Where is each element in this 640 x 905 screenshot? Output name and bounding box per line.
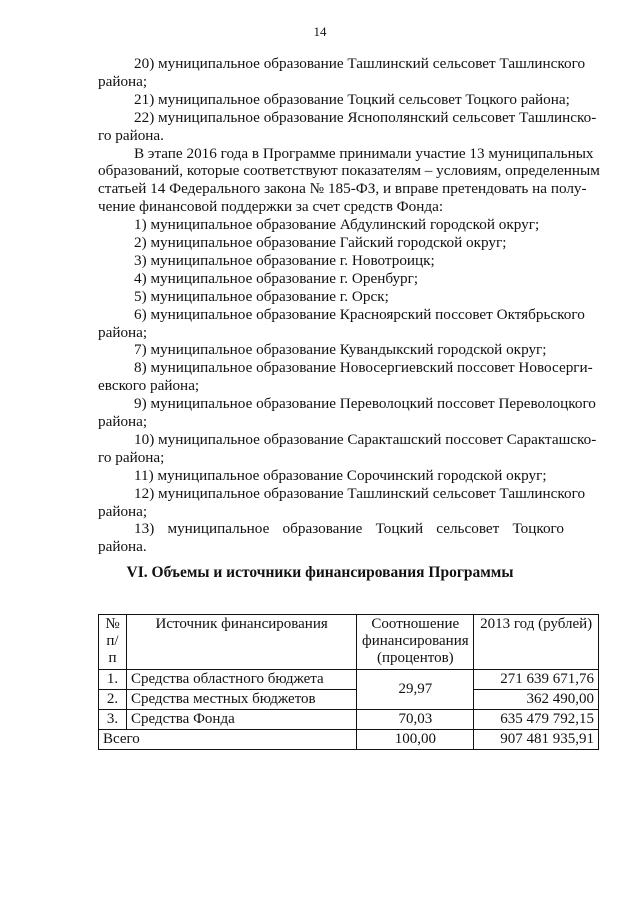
row-amount: 362 490,00 — [474, 690, 599, 710]
header-amount — [474, 615, 599, 670]
text-line: 2) муниципальное образование Гайский городской округ; — [134, 234, 507, 251]
row-number: 3. — [99, 710, 127, 730]
header-share — [357, 615, 474, 670]
financing-table — [98, 614, 599, 750]
text-line: го района. — [98, 126, 164, 144]
table-total-row — [99, 730, 599, 750]
table-row — [99, 670, 599, 690]
text-line: 8) муниципальное образование Новосергиевский поссовет Новосерги- — [134, 359, 593, 377]
text-line: 7) муниципальное образование Кувандыкский городской округ; — [134, 341, 547, 359]
text-line: 5) муниципальное образование г. Орск; — [134, 287, 389, 305]
table-row — [99, 710, 599, 730]
text-line: го района; — [98, 448, 165, 466]
text-line: чение финансовой поддержки за счет средств Фонда: — [98, 198, 444, 216]
text-line: района. — [98, 538, 147, 556]
header-number-label: № п/п — [105, 616, 120, 666]
text-line: 20) муниципальное образование Ташлинский сельсовет Ташлинского — [134, 55, 586, 72]
text-line: 9) муниципальное образование Переволоцкий поссовет Переволоцкого — [134, 395, 596, 413]
total-amount: 907 481 935,91 — [474, 730, 599, 750]
text-line: 22) муниципальное образование Яснополянский сельсовет Ташлинско- — [134, 108, 597, 126]
row-share-merged: 29,97 — [357, 670, 474, 710]
row-amount: 271 639 671,76 — [474, 670, 599, 690]
row-source: Средства Фонда — [126, 710, 356, 730]
row-number: 1. — [99, 670, 127, 690]
text-line: 11) муниципальное образование Сорочинский городской округ; — [134, 466, 547, 484]
text-line: образований, которые соответствуют показателям – условиям, определенным — [98, 162, 600, 180]
text-line: 4) муниципальное образование г. Оренбург; — [134, 269, 419, 287]
header-source — [126, 615, 356, 670]
header-number — [99, 615, 127, 670]
text-line: района; — [98, 323, 148, 341]
header-source-label: Источник финансирования — [155, 616, 328, 632]
header-amount-label: 2013 год (рублей) — [480, 616, 593, 632]
text-line: района; — [98, 413, 148, 430]
text-line: 12) муниципальное образование Ташлинский сельсовет Ташлинского — [134, 484, 586, 502]
text-line: 6) муниципальное образование Красноярский поссовет Октябрьского — [134, 305, 585, 323]
row-number: 2. — [99, 690, 127, 710]
text-line: 13) муниципальное образование Тоцкий сельсовет Тоцкого — [134, 520, 564, 538]
row-amount: 635 479 792,15 — [474, 710, 599, 730]
text-line: 21) муниципальное образование Тоцкий сельсовет Тоцкого района; — [134, 90, 570, 108]
header-share-label: Соотношение финансирования (процентов) — [362, 616, 469, 666]
text-line: района; — [98, 502, 148, 520]
table-header-row — [99, 615, 599, 670]
row-source: Средства местных бюджетов — [126, 690, 356, 710]
total-label: Всего — [99, 730, 357, 750]
total-share: 100,00 — [357, 730, 474, 750]
text-line: 10) муниципальное образование Саракташский поссовет Саракташско- — [134, 430, 597, 448]
text-line: района; — [98, 72, 148, 90]
row-share: 70,03 — [357, 710, 474, 730]
section-heading: VI. Объемы и источники финансирования Программы — [126, 564, 514, 581]
table-row — [99, 690, 599, 710]
text-line: 3) муниципальное образование г. Новотроицк; — [134, 251, 435, 269]
text-line: 1) муниципальное образование Абдулинский городской округ; — [134, 216, 540, 234]
text-line: статьей 14 Федерального закона № 185-ФЗ, и вправе претендовать на полу- — [98, 180, 587, 198]
row-source: Средства областного бюджета — [126, 670, 356, 690]
page-number: 14 — [313, 24, 327, 39]
text-line: В этапе 2016 года в Программе принимали участие 13 муниципальных — [134, 144, 594, 162]
text-line: евского района; — [98, 377, 200, 395]
